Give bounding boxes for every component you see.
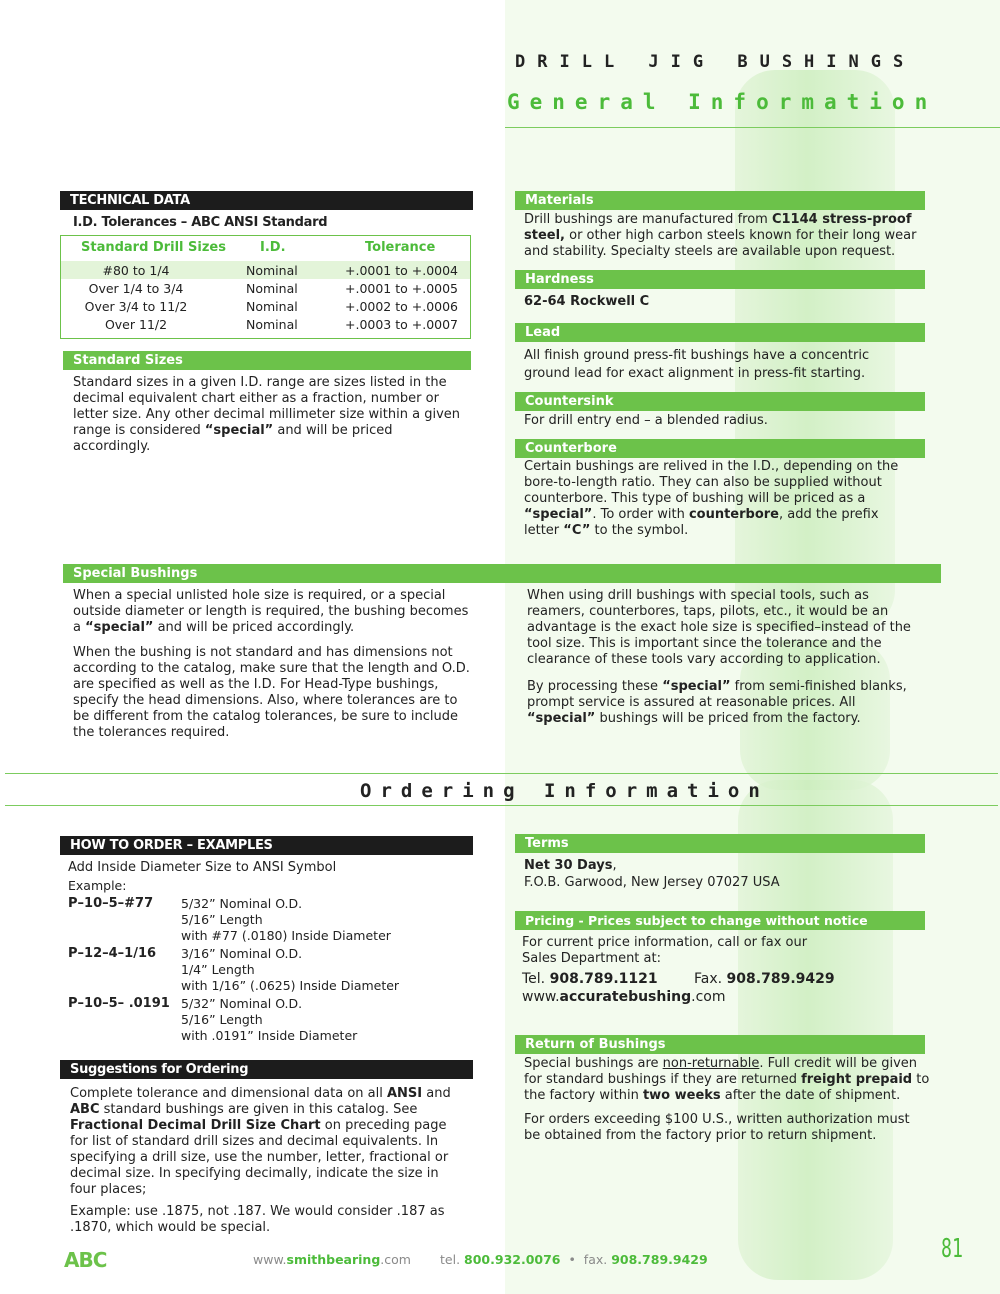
terms-text xyxy=(524,858,617,874)
text-run: and will be priced accordingly. xyxy=(73,423,393,454)
return-text-2: For orders exceeding $100 U.S., written authorization must be obtained from the factory prior to return shipment. xyxy=(524,1112,910,1143)
table-cell-size xyxy=(61,317,211,332)
how-to-order-intro: Add Inside Diameter Size to ANSI Symbol xyxy=(68,860,337,875)
example-code: P–10–5– .0191 xyxy=(68,996,170,1011)
text-run: By processing these xyxy=(527,679,663,694)
size-text: Over 3/4 to 1 xyxy=(84,299,168,314)
size-fraction: 1/2 xyxy=(146,317,168,332)
suggestions-example: Example: use .1875, not .187. We would consider .187 as .1870, which would be special. xyxy=(70,1204,445,1235)
text-bold: “special” xyxy=(524,507,593,522)
text-run: . Full credit will be given for standard bushings if they are returned xyxy=(524,1056,918,1087)
text-bold: “special” xyxy=(85,620,154,635)
text-run: or other high carbon steels known for their long wear and stability. Specialty steels are available upon request. xyxy=(524,228,917,259)
text-run: , xyxy=(612,858,617,873)
text-bold: ANSI xyxy=(386,1086,423,1101)
text-run: after the date of shipment. xyxy=(720,1088,901,1103)
countersink-bar: Countersink xyxy=(515,392,925,411)
technical-subtitle: I.D. Tolerances – ABC ANSI Standard xyxy=(73,215,328,230)
desc-line: 5/32” Nominal O.D. xyxy=(181,896,303,911)
divider xyxy=(5,805,998,806)
text-run: fax. xyxy=(583,1252,608,1267)
text-run: , add the prefix letter xyxy=(524,507,879,538)
text-bold: Fractional Decimal Drill Size Chart xyxy=(70,1118,321,1133)
desc-line: 5/16” Length xyxy=(181,912,263,927)
desc-line: 5/16” Length xyxy=(181,1012,263,1027)
special-bushings-p3: When using drill bushings with special tools, such as reamers, counterbores, taps, pilots, etc., it would be an advantage is the exact hole size is specified–instead of the tool size. This is important since the tolerance and the clearance of these tools vary according to application. xyxy=(527,588,911,667)
table-cell-id: Nominal xyxy=(246,299,298,314)
text-run: www. xyxy=(253,1252,287,1267)
table-cell-id: Nominal xyxy=(246,281,298,296)
text-bold: 800.932.0076 xyxy=(464,1252,561,1267)
text-run: Special bushings are xyxy=(524,1056,663,1071)
text-bold: “special” xyxy=(204,423,274,438)
return-bar: Return of Bushings xyxy=(515,1035,925,1054)
text-run: tel. xyxy=(440,1252,461,1267)
text-bold: smithbearing xyxy=(286,1252,381,1267)
special-bushings-p2: When the bushing is not standard and has dimensions not according to the catalog, make sure that the length and O.D. are specified as well as the I.D. For Head-Type bushings, specify the head dimensions. Also, where tolerances are to be different from the catalog tolerances, be sure to include the tolerances required. xyxy=(73,645,470,740)
text-run: and xyxy=(422,1086,451,1101)
text-run: standard bushings are given in this catalog. See xyxy=(99,1102,418,1117)
desc-line: 3/16” Nominal O.D. xyxy=(181,946,303,961)
size-text: Over 1 xyxy=(104,317,147,332)
hardness-bar: Hardness xyxy=(515,270,925,289)
table-cell-tolerance: +.0001 to +.0004 xyxy=(345,263,459,278)
tolerance-table xyxy=(60,235,471,339)
counterbore-text xyxy=(524,459,916,539)
desc-line: 1/4” Length xyxy=(181,962,255,977)
example-desc xyxy=(181,996,357,1044)
return-text xyxy=(524,1056,934,1104)
text-bold: two weeks xyxy=(642,1088,721,1103)
special-bushings-p4 xyxy=(527,679,917,727)
tel-number: 908.789.1121 xyxy=(549,971,658,987)
text-bold: “special” xyxy=(527,711,596,726)
text-bold: “C” xyxy=(563,523,591,538)
table-cell-size: Over 1/4 to 3/4 xyxy=(88,281,184,296)
text-run: to the symbol. xyxy=(590,523,689,538)
table-cell-tolerance: +.0001 to +.0005 xyxy=(345,281,459,296)
table-cell-tolerance: +.0002 to +.0006 xyxy=(345,299,459,314)
text-run: . To order with xyxy=(592,507,689,522)
fax-label: Fax. xyxy=(694,971,723,987)
text-run: and will be priced accordingly. xyxy=(153,620,355,635)
pricing-tel xyxy=(522,971,658,987)
text-run: Standard sizes in a given I.D. range are sizes listed in the decimal equivalent chart either as a fraction, number or letter size. Any other decimal millimeter size within a given range is considered xyxy=(73,375,460,438)
special-bushings-p1 xyxy=(73,588,473,636)
counterbore-bar: Counterbore xyxy=(515,439,925,458)
pricing-bar: Pricing - Prices subject to change without notice xyxy=(515,911,925,930)
text-bold: 908.789.9429 xyxy=(611,1252,708,1267)
desc-line: 5/32” Nominal O.D. xyxy=(181,996,303,1011)
table-cell-id: Nominal xyxy=(246,317,298,332)
page-number: 81 xyxy=(941,1234,963,1264)
text-run: When a special unlisted hole size is required, or a special outside diameter or length is required, the bushing becomes a xyxy=(73,588,469,635)
divider xyxy=(5,773,998,774)
pricing-fax xyxy=(694,971,835,987)
text-bold: accuratebushing xyxy=(559,989,692,1005)
text-run: bushings will be priced from the factory. xyxy=(595,711,861,726)
suggestions-bar: Suggestions for Ordering xyxy=(60,1060,473,1079)
footer-contact xyxy=(440,1252,708,1267)
desc-line: with .0191” Inside Diameter xyxy=(181,1028,358,1043)
text-run: .com xyxy=(380,1252,411,1267)
table-cell-size xyxy=(61,299,211,314)
text-run: .com xyxy=(691,989,726,1005)
ordering-title: Ordering Information xyxy=(360,780,769,802)
example-code: P–10–5–#77 xyxy=(68,896,154,911)
divider xyxy=(505,127,1000,128)
bushing-illustration xyxy=(738,780,893,1280)
page-subtitle: General Information xyxy=(507,90,938,114)
table-cell-tolerance: +.0003 to +.0007 xyxy=(345,317,459,332)
example-desc xyxy=(181,946,399,994)
lead-bar: Lead xyxy=(515,323,925,342)
hardness-value: 62-64 Rockwell C xyxy=(524,294,650,309)
text-underline: non-returnable xyxy=(662,1056,760,1071)
pricing-text: For current price information, call or fax our Sales Department at: xyxy=(522,935,808,966)
text-run: to the factory within xyxy=(524,1072,930,1103)
tel-label: Tel. xyxy=(522,971,546,987)
example-label: Example: xyxy=(68,878,127,893)
fax-number: 908.789.9429 xyxy=(726,971,835,987)
abc-logo: ABC xyxy=(64,1248,107,1272)
special-bushings-bar: Special Bushings xyxy=(63,564,941,583)
separator: • xyxy=(568,1252,576,1267)
text-bold: freight prepaid xyxy=(801,1072,913,1087)
page-title: DRILL JIG BUSHINGS xyxy=(515,52,916,72)
countersink-text: For drill entry end – a blended radius. xyxy=(524,413,768,428)
suggestions-text xyxy=(70,1086,465,1198)
materials-text xyxy=(524,212,934,260)
standard-sizes-bar: Standard Sizes xyxy=(63,351,471,370)
materials-bar: Materials xyxy=(515,191,925,210)
standard-sizes-text xyxy=(73,375,471,455)
text-run: on preceding page for list of standard drill sizes and decimal equivalents. In specifying a drill size, use the number, letter, fractional or decimal size. In specifying decimally, indicate the size in four places; xyxy=(70,1118,449,1197)
table-cell-size: #80 to 1/4 xyxy=(102,263,170,278)
text-run: from semi-finished blanks, prompt service is assured at reasonable prices. All xyxy=(527,679,907,710)
text-bold: C1144 stress-proof steel, xyxy=(524,212,912,243)
col-header-sizes: Standard Drill Sizes xyxy=(81,240,226,255)
how-to-order-bar: HOW TO ORDER – EXAMPLES xyxy=(60,836,473,855)
text-run: www. xyxy=(522,989,560,1005)
col-header-tolerance: Tolerance xyxy=(365,240,436,255)
table-cell-id: Nominal xyxy=(246,263,298,278)
text-bold: ABC xyxy=(70,1102,100,1117)
lead-text: All finish ground press-fit bushings have a concentric ground lead for exact alignment in press-fit starting. xyxy=(524,348,870,381)
technical-data-bar: TECHNICAL DATA xyxy=(60,191,473,210)
footer-website[interactable] xyxy=(253,1252,411,1267)
text-bold: Net 30 Days xyxy=(524,858,613,873)
desc-line: with 1/16” (.0625) Inside Diameter xyxy=(181,978,400,993)
size-fraction: 1/2 xyxy=(167,299,188,314)
text-run: Drill bushings are manufactured from xyxy=(524,212,772,227)
terms-fob: F.O.B. Garwood, New Jersey 07027 USA xyxy=(524,875,780,890)
terms-bar: Terms xyxy=(515,834,925,853)
col-header-id: I.D. xyxy=(260,240,286,255)
text-bold: “special” xyxy=(662,679,731,694)
pricing-website[interactable] xyxy=(522,989,726,1005)
text-run: Certain bushings are relived in the I.D., depending on the bore-to-length ratio. They can also be supplied without counterbore. This type of bushing will be priced as a xyxy=(524,459,899,506)
text-bold: counterbore xyxy=(688,507,779,522)
desc-line: with #77 (.0180) Inside Diameter xyxy=(181,928,391,943)
text-run: Complete tolerance and dimensional data on all xyxy=(70,1086,387,1101)
example-desc xyxy=(181,896,391,944)
example-code: P–12–4–1/16 xyxy=(68,946,157,961)
